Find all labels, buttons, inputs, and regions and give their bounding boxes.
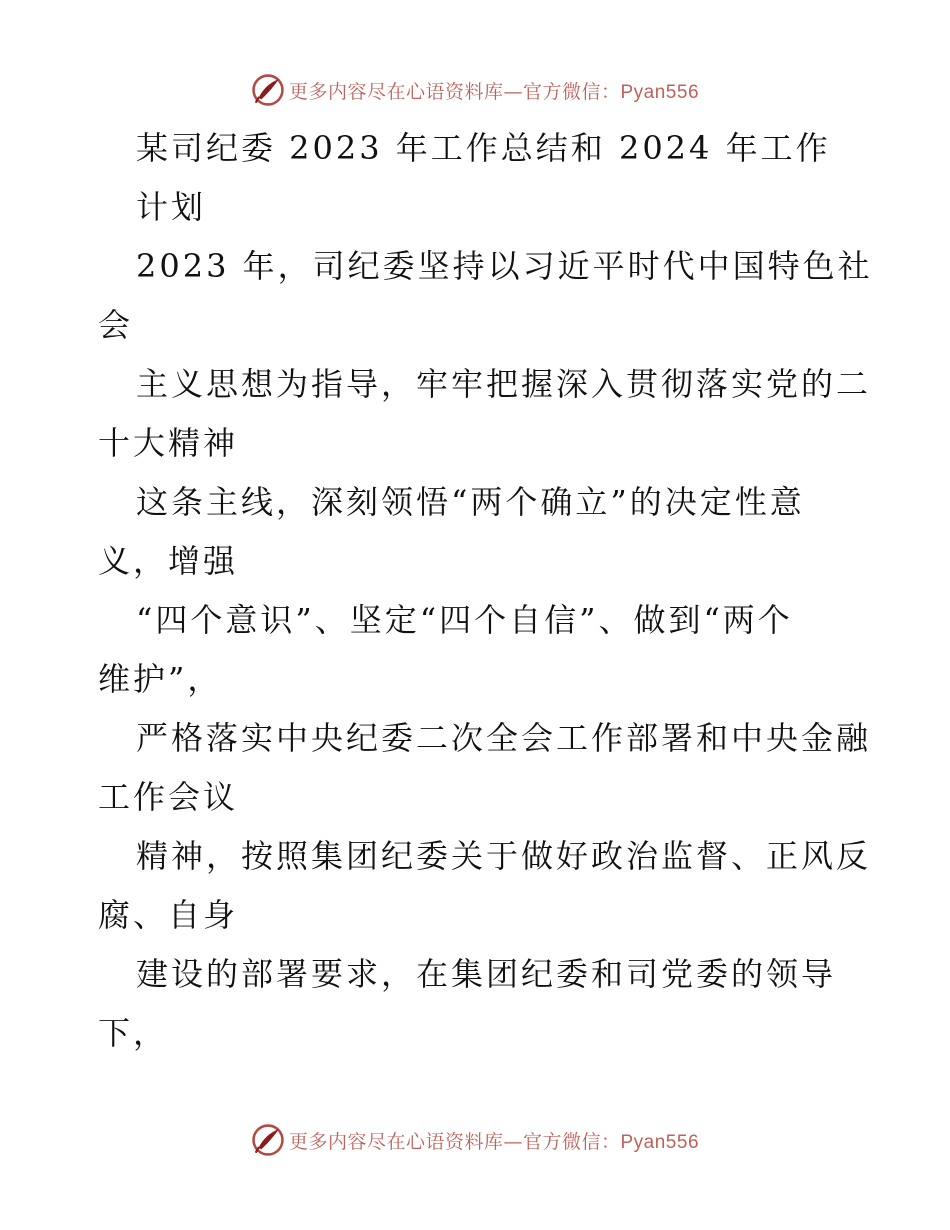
document-body (98, 124, 878, 1068)
body-text-line: 主义思想为指导，牢牢把握深入贯彻落实党的二 (136, 365, 872, 403)
footer-banner-text-cn: 更多内容尽在心语资料库—官方微信： (288, 1130, 621, 1153)
body-text-line: 建设的部署要求，在集团纪委和司党委的领导 (136, 955, 837, 993)
body-text-line: 腐、自身 (98, 896, 239, 934)
body-text-line: 下， (98, 1014, 169, 1052)
body-text-line: 计划 (136, 188, 207, 226)
body-text-line: 义，增强 (98, 542, 239, 580)
document-title-line: 某司纪委 2023 年工作总结和 2024 年工作 (136, 129, 831, 167)
body-text-line: “四个意识”、坚定“四个自信”、做到“两个 (136, 601, 793, 639)
header-watermark-banner (0, 70, 950, 110)
body-text-line: 工作会议 (98, 778, 239, 816)
quill-logo-icon (251, 73, 285, 107)
header-banner-text (289, 77, 699, 104)
header-banner-wechat-id: Pyan556 (620, 81, 700, 103)
body-text-line: 严格落实中央纪委二次全会工作部署和中央金融 (136, 719, 872, 757)
footer-banner-text (289, 1127, 699, 1154)
header-banner-text-cn: 更多内容尽在心语资料库—官方微信： (288, 80, 621, 103)
body-text-line: 十大精神 (98, 424, 239, 462)
footer-watermark-banner (0, 1120, 950, 1160)
body-text-line: 精神，按照集团纪委关于做好政治监督、正风反 (136, 837, 872, 875)
body-text-line: 维护”， (98, 660, 223, 698)
body-text-line: 这条主线，深刻领悟“两个确立”的决定性意 (136, 483, 805, 521)
quill-logo-icon (251, 1123, 285, 1157)
footer-banner-wechat-id: Pyan556 (620, 1131, 700, 1153)
body-text-line: 2023 年，司纪委坚持以习近平时代中国特色社 (136, 247, 873, 285)
body-text-line: 会 (98, 306, 134, 344)
